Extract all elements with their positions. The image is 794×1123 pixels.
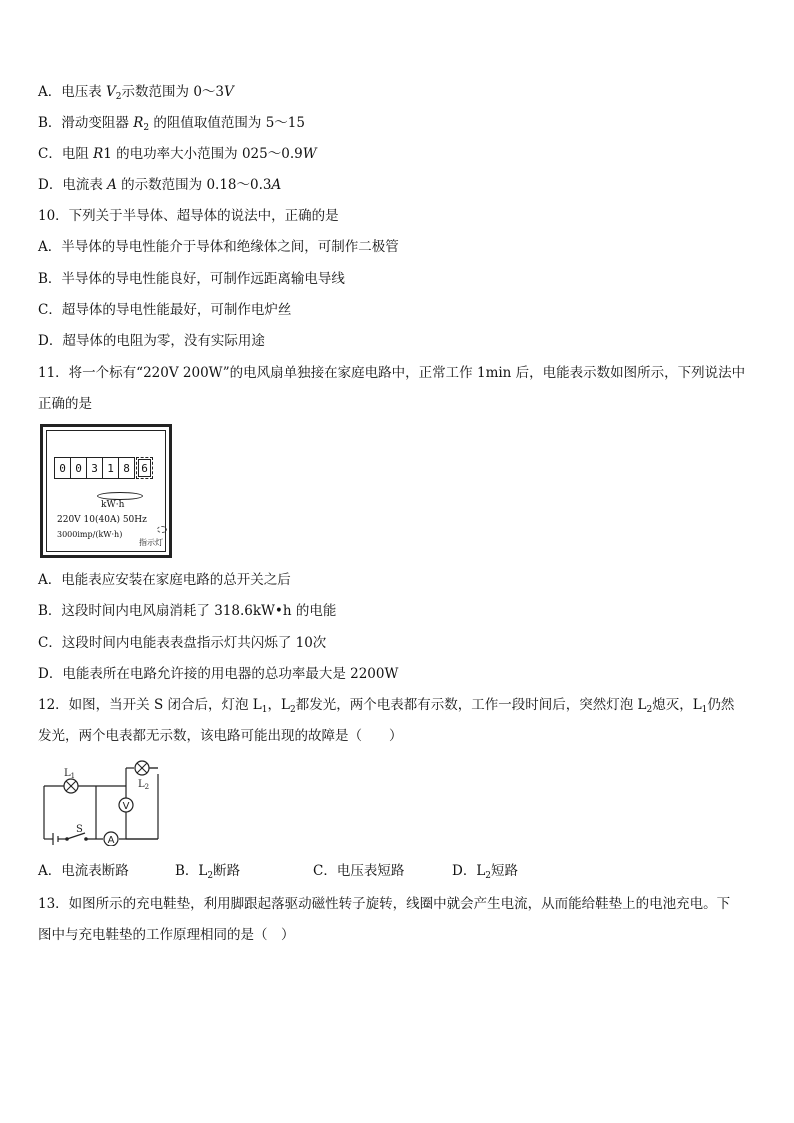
meter-digit: 3: [86, 457, 103, 479]
q11-option-d: D．电能表所在电路允许接的用电器的总功率最大是 2200W: [38, 666, 399, 682]
meter-disc-shape: [97, 492, 143, 500]
q11-stem-line2: 正确的是: [38, 396, 92, 412]
q11-stem-line1: 11．将一个标有“220V 200W”的电风扇单独接在家庭电路中，正常工作 1min 后，电能表示数如图所示，下列说法中: [38, 365, 746, 381]
meter-digit: 0: [54, 457, 71, 479]
l2-label: $L_2$: [138, 779, 150, 791]
q12-option-c: C．电压表短路: [313, 863, 405, 879]
ammeter-label: A: [107, 835, 115, 846]
meter-digit: 8: [118, 457, 135, 479]
energy-meter-figure: [40, 424, 172, 558]
indicator-light-icon: [157, 526, 167, 533]
meter-constant: 3000imp/(kW·h): [57, 530, 123, 539]
meter-unit: kW·h: [101, 500, 125, 510]
meter-digit: 1: [102, 457, 119, 479]
ammeter-icon: [104, 832, 118, 846]
meter-digit-display: [55, 457, 153, 479]
meter-digit: 0: [70, 457, 87, 479]
voltmeter-label: V: [122, 801, 130, 812]
q13-stem-line1: 13．如图所示的充电鞋垫，利用脚跟起落驱动磁性转子旋转，线圈中就会产生电流，从而能给鞋垫上的电池充电。下: [38, 896, 731, 912]
q10-option-c: C．超导体的导电性能最好，可制作电炉丝: [38, 302, 292, 318]
q11-option-b: B．这段时间内电风扇消耗了 318.6kW•h 的电能: [38, 603, 337, 619]
q10-option-b: B．半导体的导电性能良好，可制作远距离输电导线: [38, 271, 345, 287]
q10-option-a: A．半导体的导电性能介于导体和绝缘体之间，可制作二极管: [38, 239, 399, 255]
q12-stem-line2: 发光，两个电表都无示数，该电路可能出现的故障是（ ）: [38, 728, 403, 744]
meter-indicator-label: 指示灯: [139, 538, 163, 547]
lamp-l1-icon: [64, 779, 78, 793]
q10-option-d: D．超导体的电阻为零，没有实际用途: [38, 333, 265, 349]
q9-option-a: A．电压表 $V_2$示数范围为 0～3V: [38, 84, 234, 102]
q13-stem-line2: 图中与充电鞋垫的工作原理相同的是（ ）: [38, 927, 295, 943]
q12-option-d: D．$L_2$短路: [452, 863, 519, 881]
meter-digit-decimal: 6: [136, 457, 153, 479]
q12-stem-line1: 12．如图，当开关 S 闭合后，灯泡 $L_1$，$L_2$都发光，两个电表都有示数，工作一段时间后，突然灯泡 $L_2$熄灭，$L_1$仍然: [38, 697, 735, 715]
q9-option-d: D．电流表 A 的示数范围为 0.18～0.3A: [38, 177, 282, 193]
q11-option-c: C．这段时间内电能表表盘指示灯共闪烁了 10次: [38, 635, 327, 651]
q9-option-c: C．电阻 R1 的电功率大小范围为 025～0.9W: [38, 146, 317, 162]
q12-option-a: A．电流表断路: [38, 863, 129, 879]
circuit-diagram: [40, 758, 164, 846]
l1-label: $L_1$: [64, 768, 76, 780]
meter-rating: 220V 10(40A) 50Hz: [57, 515, 147, 525]
switch-label: S: [76, 824, 83, 835]
voltmeter-icon: [119, 798, 133, 812]
q12-option-b: B．$L_2$断路: [175, 863, 241, 881]
q9-option-b: B．滑动变阻器 $R_2$ 的阻值取值范围为 5～15: [38, 115, 305, 133]
q11-option-a: A．电能表应安装在家庭电路的总开关之后: [38, 572, 291, 588]
q10-stem: 10．下列关于半导体、超导体的说法中，正确的是: [38, 208, 339, 224]
lamp-l2-icon: [135, 761, 149, 775]
